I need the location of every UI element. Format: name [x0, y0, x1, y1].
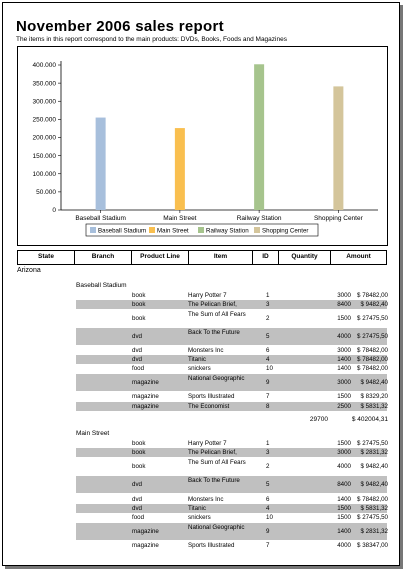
x-tick-label: Main Street: [163, 215, 197, 222]
cell-item: The Pelican Brief,: [188, 301, 237, 308]
cell-quantity: 1400: [337, 496, 351, 503]
header-branch: Branch: [74, 251, 131, 264]
cell-quantity: 2500: [337, 403, 351, 410]
bar-main-street: [175, 128, 185, 210]
branch-total-amount: $ 402004,31: [351, 416, 388, 423]
cell-item: Monsters Inc: [188, 496, 224, 503]
cell-amount: $ 2831,32: [360, 528, 388, 535]
cell-item: The Sum of All Fears: [188, 459, 246, 466]
cell-amount: $ 5831,32: [360, 403, 388, 410]
cell-item: Back To the Future: [188, 477, 240, 484]
table-row: [76, 439, 387, 448]
table-row: [76, 392, 387, 401]
cell-product-line: book: [132, 292, 146, 299]
table-row: [76, 374, 387, 391]
cell-amount: $ 9482,40: [360, 379, 388, 386]
cell-amount: $ 2831,32: [360, 449, 388, 456]
cell-product-line: dvd: [132, 505, 142, 512]
branch-total-quantity: 29700: [309, 416, 328, 423]
cell-id: 7: [266, 542, 270, 549]
header-id: ID: [252, 251, 278, 264]
cell-quantity: 8400: [337, 301, 351, 308]
cell-id: 7: [266, 393, 270, 400]
cell-amount: $ 8329,20: [360, 393, 388, 400]
cell-quantity: 3000: [337, 449, 351, 456]
cell-amount: $ 27475,50: [357, 514, 388, 521]
cell-product-line: food: [132, 514, 145, 521]
y-tick-label: 300.000: [32, 98, 56, 106]
cell-quantity: 8400: [337, 481, 351, 488]
header-quantity: Quantity: [278, 251, 330, 264]
cell-quantity: 1500: [337, 393, 351, 400]
cell-product-line: book: [132, 449, 146, 456]
cell-amount: $ 78482,00: [357, 292, 388, 299]
sales-chart-frame: [17, 46, 388, 246]
table-row: [76, 458, 387, 475]
cell-quantity: 1500: [337, 315, 351, 322]
cell-quantity: 4000: [337, 333, 351, 340]
x-tick-label: Shopping Center: [313, 215, 363, 222]
cell-product-line: book: [132, 440, 146, 447]
cell-product-line: magazine: [132, 542, 159, 549]
cell-item: National Geographic: [188, 524, 245, 531]
branch-label: Baseball Stadium: [76, 282, 127, 289]
table-row: [76, 448, 387, 457]
table-row: [76, 504, 387, 513]
header-item: Item: [188, 251, 252, 264]
cell-product-line: food: [132, 365, 145, 372]
cell-amount: $ 27475,50: [357, 440, 388, 447]
cell-quantity: 3000: [337, 347, 351, 354]
table-row: [76, 541, 387, 550]
cell-id: 4: [266, 356, 270, 363]
cell-quantity: 4000: [337, 542, 351, 549]
cell-id: 10: [266, 365, 273, 372]
cell-quantity: 1500: [337, 514, 351, 521]
cell-amount: $ 78482,00: [357, 347, 388, 354]
table-row: [76, 346, 387, 355]
table-row: [76, 402, 387, 411]
bar-shopping-center: [333, 86, 343, 210]
cell-quantity: 1500: [337, 440, 351, 447]
cell-quantity: 1400: [337, 356, 351, 363]
cell-item: Harry Potter 7: [188, 440, 227, 447]
branch-label: Main Street: [76, 430, 110, 437]
legend-swatch: [198, 227, 204, 233]
cell-product-line: dvd: [132, 356, 142, 363]
cell-quantity: 1400: [337, 365, 351, 372]
sales-bar-chart: [18, 47, 387, 245]
y-tick-label: 400.000: [32, 62, 56, 70]
cell-id: 10: [266, 514, 273, 521]
header-amount: Amount: [330, 251, 387, 264]
cell-amount: $ 38347,00: [357, 542, 388, 549]
table-header: [17, 250, 387, 265]
table-row: [76, 291, 387, 300]
cell-amount: $ 78482,00: [357, 356, 388, 363]
cell-item: Titanic: [188, 505, 206, 512]
cell-id: 1: [266, 292, 270, 299]
legend-swatch: [90, 227, 96, 233]
state-label: Arizona: [17, 267, 41, 274]
legend-label: Shopping Center: [262, 227, 309, 235]
legend-swatch: [149, 227, 155, 233]
cell-item: snickers: [188, 514, 211, 521]
table-row: [76, 364, 387, 373]
table-row: [76, 355, 387, 364]
cell-id: 9: [266, 379, 270, 386]
table-row: [76, 476, 387, 493]
cell-product-line: magazine: [132, 528, 159, 535]
table-row: [76, 523, 387, 540]
cell-amount: $ 9482,40: [360, 463, 388, 470]
y-tick-label: 250.000: [32, 116, 56, 124]
cell-amount: $ 27475,50: [357, 315, 388, 322]
legend-label: Main Street: [157, 227, 189, 235]
cell-item: Sports Illustrated: [188, 393, 235, 400]
cell-item: Harry Potter 7: [188, 292, 227, 299]
cell-quantity: 3000: [337, 292, 351, 299]
cell-item: The Pelican Brief,: [188, 449, 237, 456]
legend-label: Baseball Stadium: [98, 227, 147, 235]
bar-baseball-stadium: [96, 118, 106, 210]
x-tick-label: Railway Station: [236, 215, 282, 222]
legend-swatch: [254, 227, 260, 233]
cell-product-line: book: [132, 301, 146, 308]
cell-item: Sports Illustrated: [188, 542, 235, 549]
cell-item: Monsters Inc: [188, 347, 224, 354]
cell-product-line: book: [132, 463, 146, 470]
cell-item: snickers: [188, 365, 211, 372]
cell-id: 5: [266, 333, 270, 340]
y-tick-label: 350.000: [32, 80, 56, 88]
cell-product-line: book: [132, 315, 146, 322]
cell-amount: $ 5831,32: [360, 505, 388, 512]
cell-product-line: dvd: [132, 481, 142, 488]
table-row: [76, 310, 387, 327]
cell-item: The Economist: [188, 403, 230, 410]
cell-amount: $ 9482,40: [360, 481, 388, 488]
cell-product-line: magazine: [132, 403, 159, 410]
table-row: [76, 513, 387, 522]
table-row: [76, 495, 387, 504]
cell-quantity: 3000: [337, 379, 351, 386]
report-page: [2, 2, 400, 566]
cell-id: 2: [266, 463, 270, 470]
header-product-line: Product Line: [131, 251, 188, 264]
cell-item: National Geographic: [188, 375, 245, 382]
table-row: [76, 300, 387, 309]
cell-product-line: dvd: [132, 333, 142, 340]
cell-quantity: 1500: [337, 505, 351, 512]
x-tick-label: Baseball Stadium: [75, 215, 126, 222]
y-tick-label: 200.000: [32, 134, 56, 142]
cell-id: 8: [266, 403, 270, 410]
y-tick-label: 100.000: [32, 170, 56, 178]
report-subtitle: The items in this report correspond to the main products: DVDs, Books, Foods and Magazines: [16, 36, 287, 43]
legend-label: Railway Station: [206, 227, 249, 235]
table-row: [76, 328, 387, 345]
cell-id: 9: [266, 528, 270, 535]
cell-id: 3: [266, 301, 270, 308]
y-tick-label: 0: [52, 207, 56, 215]
cell-id: 2: [266, 315, 270, 322]
cell-product-line: magazine: [132, 393, 159, 400]
cell-quantity: 1400: [337, 528, 351, 535]
cell-item: The Sum of All Fears: [188, 311, 246, 318]
cell-product-line: dvd: [132, 496, 142, 503]
cell-item: Titanic: [188, 356, 206, 363]
cell-amount: $ 78482,00: [357, 365, 388, 372]
cell-id: 3: [266, 449, 270, 456]
cell-amount: $ 78482,00: [357, 496, 388, 503]
bar-railway-station: [254, 64, 264, 210]
cell-item: Back To the Future: [188, 329, 240, 336]
cell-id: 1: [266, 440, 270, 447]
cell-id: 4: [266, 505, 270, 512]
cell-product-line: dvd: [132, 347, 142, 354]
header-state: State: [17, 251, 74, 264]
cell-id: 6: [266, 347, 270, 354]
cell-id: 6: [266, 496, 270, 503]
cell-amount: $ 9482,40: [360, 301, 388, 308]
y-tick-label: 50.000: [36, 189, 56, 197]
y-tick-label: 150.000: [32, 152, 56, 160]
cell-id: 5: [266, 481, 270, 488]
cell-quantity: 4000: [337, 463, 351, 470]
report-title: November 2006 sales report: [16, 18, 224, 35]
cell-product-line: magazine: [132, 379, 159, 386]
cell-amount: $ 27475,50: [357, 333, 388, 340]
